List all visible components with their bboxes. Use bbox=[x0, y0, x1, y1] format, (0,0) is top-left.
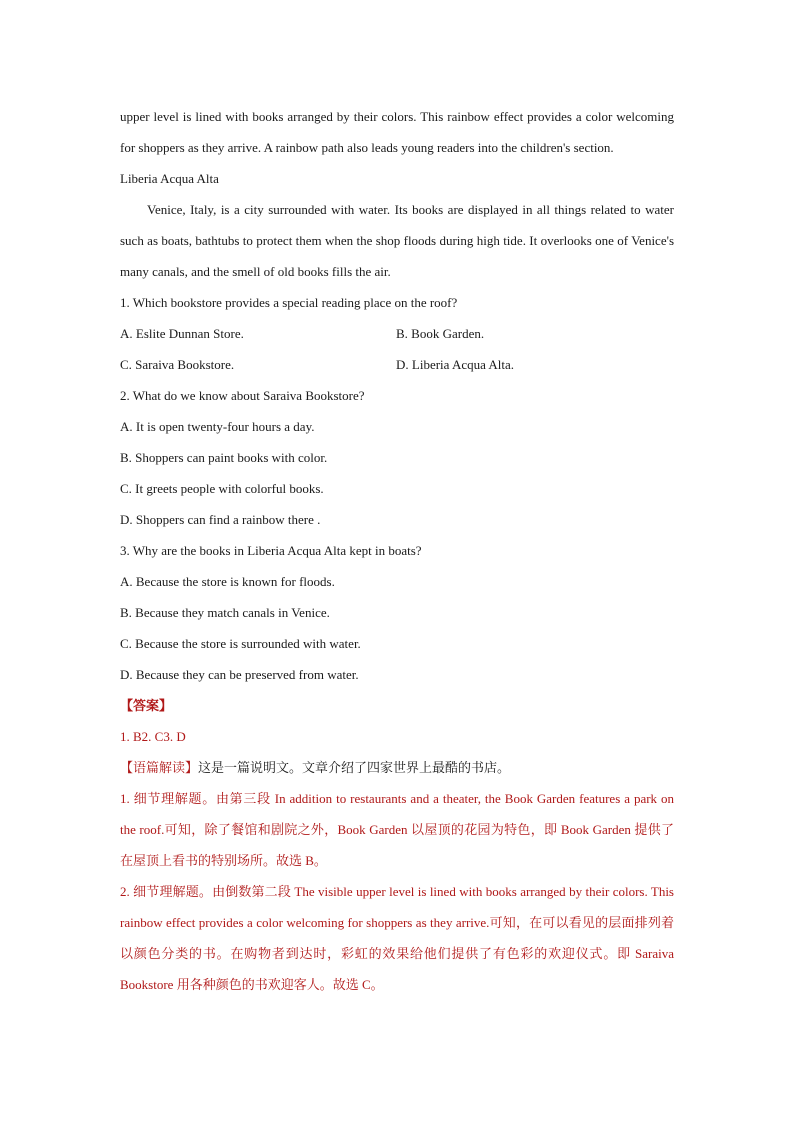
option: B. Book Garden. bbox=[396, 326, 485, 341]
answer-keys: 1. B2. C3. D bbox=[120, 729, 186, 744]
explanation: 2. 细节理解题。由倒数第二段 The visible upper level is lined with books arranged by their colors. This rainbow effect provides a color welcoming for shoppers as they arrive.可知，在可以看见的层面排列着以颜色分类的书。在购物者到达时，彩虹的效果给他们提供了有色彩的欢迎仪式。即 Saraiva Bookstore 用各种颜色的书欢迎客人。故选 C。 bbox=[120, 884, 674, 992]
analysis-text: 这是一篇说明文。文章介绍了四家世界上最酷的书店。 bbox=[198, 760, 511, 775]
option: C. Because the store is surrounded with water. bbox=[120, 636, 361, 651]
option: A. Eslite Dunnan Store. bbox=[120, 326, 244, 341]
option: B. Shoppers can paint books with color. bbox=[120, 450, 328, 465]
analysis-line bbox=[120, 752, 674, 783]
option: C. It greets people with colorful books. bbox=[120, 481, 324, 496]
option: D. Because they can be preserved from water. bbox=[120, 667, 359, 682]
analysis-label: 【语篇解读】 bbox=[120, 760, 199, 775]
option: A. Because the store is known for floods. bbox=[120, 574, 335, 589]
option: A. It is open twenty-four hours a day. bbox=[120, 419, 315, 434]
option-row bbox=[120, 318, 674, 349]
passage-paragraph: upper level is lined with books arranged by their colors. This rainbow effect provides a color welcoming for shoppers as they arrive. A rainbow path also leads young readers into the children's section. bbox=[120, 109, 674, 155]
explanation: 1. 细节理解题。由第三段 In addition to restaurants and a theater, the Book Garden features a park on the roof.可知，除了餐馆和剧院之外，Book Garden 以屋顶的花园为特色，即 Book Garden 提供了在屋顶上看书的特别场所。故选 B。 bbox=[120, 791, 674, 868]
answer-heading: 【答案】 bbox=[120, 698, 173, 713]
option: D. Shoppers can find a rainbow there . bbox=[120, 512, 321, 527]
option-row bbox=[120, 349, 674, 380]
document-body bbox=[120, 101, 674, 1000]
option: D. Liberia Acqua Alta. bbox=[396, 357, 515, 372]
option: B. Because they match canals in Venice. bbox=[120, 605, 330, 620]
question-stem: 1. Which bookstore provides a special reading place on the roof? bbox=[120, 295, 458, 310]
option: C. Saraiva Bookstore. bbox=[120, 357, 235, 372]
question-stem: 2. What do we know about Saraiva Bookstore? bbox=[120, 388, 365, 403]
question-stem: 3. Why are the books in Liberia Acqua Alta kept in boats? bbox=[120, 543, 422, 558]
store-title: Liberia Acqua Alta bbox=[120, 171, 219, 186]
passage-paragraph: Venice, Italy, is a city surrounded with water. Its books are displayed in all things related to water such as boats, bathtubs to protect them when the shop floods during high tide. It overlooks one of Venice's many canals, and the smell of old books fills the air. bbox=[120, 202, 674, 279]
